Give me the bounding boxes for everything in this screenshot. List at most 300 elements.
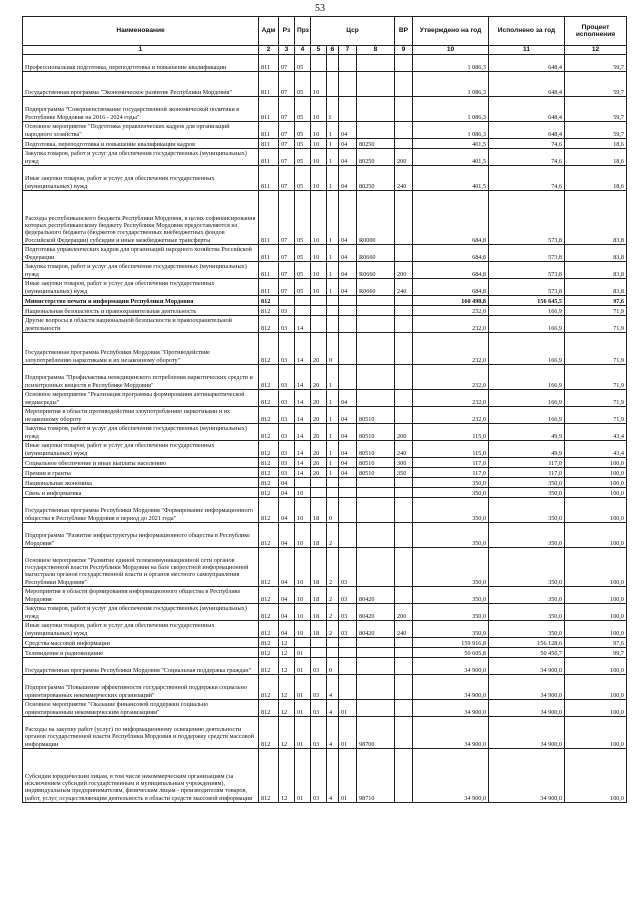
row-rz: 03: [279, 468, 295, 478]
table-row: [23, 390, 627, 407]
row-csr-event: [339, 72, 357, 97]
column-number: 6: [327, 46, 339, 55]
table-row: [23, 587, 627, 604]
row-approved: 684,8: [413, 262, 489, 279]
row-approved: 232,0: [413, 333, 489, 365]
row-csr-direction: R0660: [357, 245, 395, 262]
row-vr: [395, 675, 413, 700]
table-row: [23, 245, 627, 262]
column-number: 7: [339, 46, 357, 55]
row-csr-event: [339, 365, 357, 390]
header-row: [23, 17, 627, 46]
row-vr: [395, 139, 413, 149]
row-csr-subprogram: 0: [327, 658, 339, 675]
row-vr: 200: [395, 424, 413, 441]
row-executed: 34 900,0: [489, 717, 565, 749]
row-csr-direction: [357, 638, 395, 648]
row-percent: 59,7: [565, 97, 627, 122]
row-csr-event: [339, 638, 357, 648]
row-vr: [395, 478, 413, 488]
row-rz: 03: [279, 458, 295, 468]
row-csr-event: 03: [339, 604, 357, 621]
table-row: [23, 262, 627, 279]
row-rz: [279, 296, 295, 306]
table-row: [23, 621, 627, 638]
row-csr-direction: [357, 488, 395, 498]
row-percent: 59,7: [565, 122, 627, 139]
row-csr-event: 04: [339, 390, 357, 407]
row-csr-direction: [357, 478, 395, 488]
row-csr-subprogram: 4: [327, 675, 339, 700]
row-csr-direction: 80510: [357, 424, 395, 441]
row-csr-program: 10: [311, 279, 327, 296]
row-csr-subprogram: 2: [327, 621, 339, 638]
row-adm: 812: [259, 675, 279, 700]
row-vr: [395, 658, 413, 675]
row-csr-program: [311, 488, 327, 498]
row-csr-program: 10: [311, 122, 327, 139]
row-name: Государственная программа Республики Мордовия "Формирование информационного общества в Республике Мордовия в период до 2021 года": [23, 498, 259, 523]
header-approved: Утверждено на год: [413, 17, 489, 46]
row-approved: 117,0: [413, 468, 489, 478]
row-executed: 573,8: [489, 245, 565, 262]
row-adm: 811: [259, 245, 279, 262]
table-row: [23, 424, 627, 441]
row-csr-subprogram: 1: [327, 407, 339, 424]
row-executed: 156 128,6: [489, 638, 565, 648]
row-prz: 05: [295, 166, 311, 191]
row-percent: 100,0: [565, 675, 627, 700]
row-adm: 811: [259, 191, 279, 245]
row-name: Подпрограмма "Повышение эффективности государственной поддержки социально ориентированных некоммерческих организаций": [23, 675, 259, 700]
row-csr-subprogram: 4: [327, 749, 339, 803]
row-name: Связь и информатика: [23, 488, 259, 498]
table-row: [23, 306, 627, 316]
row-approved: 350,0: [413, 587, 489, 604]
row-csr-direction: [357, 390, 395, 407]
row-csr-program: [311, 478, 327, 488]
row-csr-direction: [357, 658, 395, 675]
row-csr-event: [339, 306, 357, 316]
row-approved: 1 086,3: [413, 97, 489, 122]
row-csr-direction: 80510: [357, 468, 395, 478]
row-csr-direction: 80420: [357, 604, 395, 621]
row-csr-subprogram: 2: [327, 587, 339, 604]
row-csr-program: 18: [311, 587, 327, 604]
row-name: Основное мероприятие "Подготовка управленческих кадров для организаций народного хозяйства": [23, 122, 259, 139]
row-csr-event: [339, 97, 357, 122]
row-rz: 03: [279, 306, 295, 316]
row-vr: [395, 316, 413, 333]
row-executed: 573,8: [489, 262, 565, 279]
row-vr: 240: [395, 441, 413, 458]
row-vr: [395, 122, 413, 139]
row-percent: 100,0: [565, 749, 627, 803]
row-csr-event: 04: [339, 441, 357, 458]
row-executed: 166,9: [489, 365, 565, 390]
row-prz: 10: [295, 621, 311, 638]
row-vr: [395, 365, 413, 390]
row-percent: 100,0: [565, 523, 627, 548]
row-percent: 59,7: [565, 72, 627, 97]
row-approved: 350,0: [413, 478, 489, 488]
table-row: [23, 122, 627, 139]
row-executed: 50 456,7: [489, 648, 565, 658]
row-adm: 812: [259, 441, 279, 458]
row-csr-direction: 80420: [357, 587, 395, 604]
row-prz: 14: [295, 458, 311, 468]
row-vr: 240: [395, 621, 413, 638]
table-row: [23, 700, 627, 717]
table-row: [23, 191, 627, 245]
row-csr-subprogram: 1: [327, 122, 339, 139]
table-row: [23, 166, 627, 191]
row-prz: 10: [295, 498, 311, 523]
row-adm: 811: [259, 166, 279, 191]
row-csr-subprogram: [327, 478, 339, 488]
row-percent: 100,0: [565, 717, 627, 749]
row-vr: [395, 548, 413, 587]
row-vr: [395, 72, 413, 97]
row-csr-subprogram: [327, 72, 339, 97]
row-executed: 117,0: [489, 458, 565, 468]
row-csr-program: 10: [311, 149, 327, 166]
row-executed: 350,0: [489, 621, 565, 638]
row-adm: 812: [259, 604, 279, 621]
row-adm: 812: [259, 488, 279, 498]
row-rz: 03: [279, 365, 295, 390]
row-rz: 04: [279, 523, 295, 548]
header-adm: Адм: [259, 17, 279, 46]
row-percent: 100,0: [565, 498, 627, 523]
row-prz: 01: [295, 717, 311, 749]
row-csr-event: [339, 675, 357, 700]
row-executed: 166,9: [489, 306, 565, 316]
row-prz: 10: [295, 523, 311, 548]
row-adm: 812: [259, 306, 279, 316]
row-executed: 350,0: [489, 548, 565, 587]
row-vr: 200: [395, 604, 413, 621]
row-csr-subprogram: 2: [327, 548, 339, 587]
row-vr: [395, 390, 413, 407]
row-csr-subprogram: 1: [327, 191, 339, 245]
row-csr-subprogram: 1: [327, 458, 339, 468]
row-csr-event: [339, 498, 357, 523]
row-name: Подпрограмма "Профилактика немедицинского потребления наркотических средств и психотропных веществ в Республике Мордовия": [23, 365, 259, 390]
row-name: Подготовка управленческих кадров для организаций народного хозяйства Российской Федерации: [23, 245, 259, 262]
row-vr: 240: [395, 279, 413, 296]
row-csr-event: 04: [339, 166, 357, 191]
row-csr-subprogram: 2: [327, 523, 339, 548]
table-row: [23, 523, 627, 548]
row-csr-event: 01: [339, 700, 357, 717]
row-csr-direction: 80420: [357, 621, 395, 638]
row-csr-subprogram: 0: [327, 498, 339, 523]
row-csr-subprogram: 1: [327, 245, 339, 262]
row-adm: 812: [259, 658, 279, 675]
row-percent: 18,6: [565, 139, 627, 149]
row-rz: 04: [279, 621, 295, 638]
table-row: [23, 648, 627, 658]
row-vr: 300: [395, 458, 413, 468]
row-csr-program: 20: [311, 458, 327, 468]
row-csr-event: [339, 296, 357, 306]
row-approved: 401,5: [413, 149, 489, 166]
row-executed: 117,0: [489, 468, 565, 478]
row-approved: 401,5: [413, 166, 489, 191]
row-csr-subprogram: 1: [327, 441, 339, 458]
row-csr-program: 10: [311, 262, 327, 279]
row-rz: 04: [279, 548, 295, 587]
row-csr-program: 20: [311, 390, 327, 407]
row-csr-program: 03: [311, 749, 327, 803]
table-row: [23, 488, 627, 498]
header-executed: Исполнено за год: [489, 17, 565, 46]
table-row: [23, 149, 627, 166]
row-csr-direction: [357, 675, 395, 700]
row-csr-program: 03: [311, 700, 327, 717]
row-prz: 01: [295, 675, 311, 700]
row-executed: 49,9: [489, 441, 565, 458]
row-adm: 811: [259, 72, 279, 97]
row-prz: 05: [295, 149, 311, 166]
row-prz: 14: [295, 333, 311, 365]
row-csr-direction: 80510: [357, 441, 395, 458]
row-approved: 50 605,8: [413, 648, 489, 658]
row-csr-event: 04: [339, 458, 357, 468]
row-executed: 166,9: [489, 390, 565, 407]
row-percent: 71,9: [565, 407, 627, 424]
row-name: Национальная безопасность и правоохранительная деятельность: [23, 306, 259, 316]
row-rz: 04: [279, 478, 295, 488]
row-csr-program: [311, 316, 327, 333]
row-name: Иные закупки товаров, работ и услуг для обеспечения государственных (муниципальных) нужд: [23, 279, 259, 296]
row-csr-program: 20: [311, 365, 327, 390]
row-vr: [395, 700, 413, 717]
row-vr: [395, 498, 413, 523]
row-adm: 812: [259, 424, 279, 441]
row-csr-subprogram: 4: [327, 717, 339, 749]
row-approved: 684,8: [413, 191, 489, 245]
column-number: 4: [295, 46, 311, 55]
row-adm: 812: [259, 498, 279, 523]
row-csr-event: 04: [339, 279, 357, 296]
table-row: [23, 638, 627, 648]
row-percent: 100,0: [565, 658, 627, 675]
row-percent: 71,9: [565, 333, 627, 365]
row-csr-subprogram: 1: [327, 166, 339, 191]
row-csr-direction: 98710: [357, 749, 395, 803]
row-csr-subprogram: [327, 55, 339, 72]
row-name: Национальная экономика: [23, 478, 259, 488]
row-rz: 12: [279, 700, 295, 717]
row-prz: 10: [295, 488, 311, 498]
row-csr-direction: 80250: [357, 166, 395, 191]
row-adm: 812: [259, 621, 279, 638]
table-row: [23, 749, 627, 803]
row-approved: 34 900,0: [413, 749, 489, 803]
row-name: Министерство печати и информации Республики Мордовия: [23, 296, 259, 306]
row-rz: 03: [279, 441, 295, 458]
column-number: 11: [489, 46, 565, 55]
row-prz: 05: [295, 245, 311, 262]
row-csr-program: [311, 306, 327, 316]
row-name: Государственная программа Республики Мордовия "Социальная поддержка граждан": [23, 658, 259, 675]
row-csr-event: [339, 488, 357, 498]
row-prz: 10: [295, 548, 311, 587]
column-number: 9: [395, 46, 413, 55]
row-approved: 159 916,8: [413, 638, 489, 648]
row-percent: 83,8: [565, 191, 627, 245]
row-prz: 14: [295, 424, 311, 441]
row-approved: 1 086,3: [413, 55, 489, 72]
row-adm: 812: [259, 638, 279, 648]
header-csr: Цср: [311, 17, 395, 46]
row-csr-event: 04: [339, 407, 357, 424]
row-csr-program: 20: [311, 424, 327, 441]
row-name: Социальное обеспечение и иные выплаты населению: [23, 458, 259, 468]
row-csr-program: 20: [311, 468, 327, 478]
table-row: [23, 139, 627, 149]
row-rz: 07: [279, 166, 295, 191]
row-adm: 812: [259, 296, 279, 306]
row-name: Телевидение и радиовещание: [23, 648, 259, 658]
row-csr-direction: 80510: [357, 458, 395, 468]
row-adm: 812: [259, 749, 279, 803]
row-prz: [295, 478, 311, 488]
row-approved: 232,0: [413, 365, 489, 390]
row-adm: 812: [259, 648, 279, 658]
row-csr-direction: R0660: [357, 279, 395, 296]
row-prz: [295, 306, 311, 316]
row-prz: 05: [295, 279, 311, 296]
row-csr-program: 10: [311, 72, 327, 97]
row-vr: 200: [395, 262, 413, 279]
row-csr-subprogram: [327, 648, 339, 658]
row-prz: 14: [295, 468, 311, 478]
row-approved: 684,8: [413, 279, 489, 296]
row-adm: 812: [259, 523, 279, 548]
row-csr-direction: [357, 97, 395, 122]
row-adm: 811: [259, 55, 279, 72]
row-approved: 350,0: [413, 621, 489, 638]
row-percent: 97,6: [565, 296, 627, 306]
row-name: Закупка товаров, работ и услуг для обеспечения государственных (муниципальных) нужд: [23, 424, 259, 441]
row-vr: [395, 245, 413, 262]
table-row: [23, 365, 627, 390]
row-csr-subprogram: [327, 306, 339, 316]
row-csr-direction: [357, 55, 395, 72]
row-executed: 166,9: [489, 316, 565, 333]
row-rz: 03: [279, 407, 295, 424]
row-csr-event: 04: [339, 468, 357, 478]
column-number: 8: [357, 46, 395, 55]
row-adm: 811: [259, 262, 279, 279]
row-vr: [395, 717, 413, 749]
row-csr-subprogram: [327, 638, 339, 648]
row-approved: 34 900,0: [413, 717, 489, 749]
row-approved: 115,0: [413, 424, 489, 441]
row-csr-subprogram: [327, 296, 339, 306]
row-prz: 14: [295, 365, 311, 390]
row-csr-direction: [357, 648, 395, 658]
row-percent: 100,0: [565, 468, 627, 478]
row-executed: 573,8: [489, 191, 565, 245]
row-executed: 350,0: [489, 604, 565, 621]
row-prz: [295, 638, 311, 648]
row-name: Средства массовой информации: [23, 638, 259, 648]
header-prz: Прз: [295, 17, 311, 46]
row-rz: 07: [279, 262, 295, 279]
row-csr-program: 10: [311, 245, 327, 262]
row-name: Основное мероприятие "Оказание финансовой поддержки социально ориентированным некоммерческим организациям": [23, 700, 259, 717]
header-vr: ВР: [395, 17, 413, 46]
row-csr-program: 10: [311, 97, 327, 122]
row-prz: 10: [295, 587, 311, 604]
row-approved: 684,8: [413, 245, 489, 262]
row-adm: 811: [259, 122, 279, 139]
row-percent: 71,9: [565, 365, 627, 390]
row-percent: 71,9: [565, 316, 627, 333]
row-adm: 812: [259, 700, 279, 717]
table-row: [23, 658, 627, 675]
table-row: [23, 333, 627, 365]
row-name: Подпрограмма "Развитие инфраструктуры информационного общества в Республике Мордовия": [23, 523, 259, 548]
row-prz: 05: [295, 122, 311, 139]
row-name: Закупка товаров, работ и услуг для обеспечения государственных (муниципальных) нужд: [23, 604, 259, 621]
row-csr-direction: R0660: [357, 262, 395, 279]
row-csr-direction: [357, 365, 395, 390]
column-number: 10: [413, 46, 489, 55]
row-csr-event: 04: [339, 139, 357, 149]
row-approved: 401,5: [413, 139, 489, 149]
row-prz: 01: [295, 648, 311, 658]
row-prz: 05: [295, 139, 311, 149]
row-csr-event: 01: [339, 717, 357, 749]
row-vr: 240: [395, 166, 413, 191]
row-percent: 18,6: [565, 149, 627, 166]
row-prz: 01: [295, 700, 311, 717]
row-csr-subprogram: 1: [327, 365, 339, 390]
row-csr-event: 04: [339, 191, 357, 245]
row-adm: 812: [259, 407, 279, 424]
row-prz: [295, 296, 311, 306]
row-csr-event: 04: [339, 149, 357, 166]
row-executed: 350,0: [489, 478, 565, 488]
column-number: 2: [259, 46, 279, 55]
row-rz: 12: [279, 638, 295, 648]
table-row: [23, 458, 627, 468]
row-rz: 03: [279, 424, 295, 441]
row-name: Другие вопросы в области национальной безопасности и правоохранительной деятельности: [23, 316, 259, 333]
row-prz: 01: [295, 658, 311, 675]
row-csr-event: [339, 55, 357, 72]
row-csr-program: 18: [311, 604, 327, 621]
column-number: 12: [565, 46, 627, 55]
row-rz: 07: [279, 245, 295, 262]
row-csr-subprogram: I: [327, 97, 339, 122]
row-vr: [395, 587, 413, 604]
row-csr-program: [311, 55, 327, 72]
row-adm: 812: [259, 478, 279, 488]
row-vr: [395, 97, 413, 122]
row-executed: 350,0: [489, 488, 565, 498]
row-csr-direction: [357, 72, 395, 97]
row-csr-direction: [357, 316, 395, 333]
row-rz: 04: [279, 604, 295, 621]
row-csr-program: 18: [311, 548, 327, 587]
row-vr: [395, 296, 413, 306]
